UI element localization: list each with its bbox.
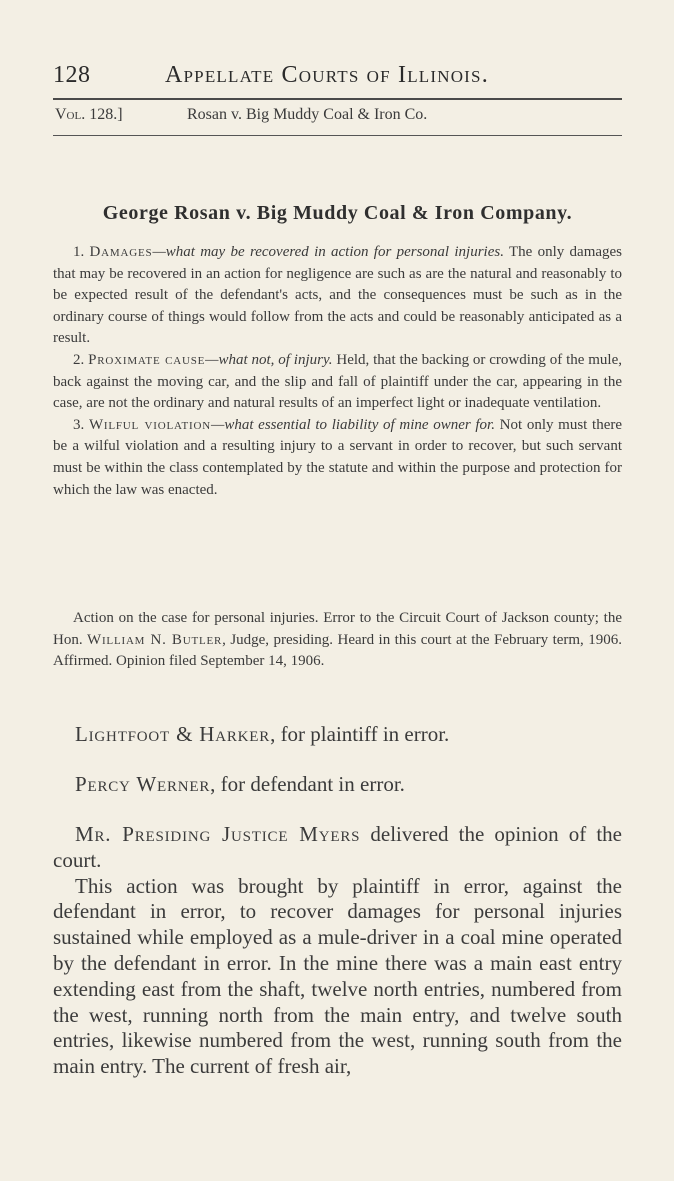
headnote — [53, 242, 622, 350]
headnote-topic: Proximate cause — [88, 351, 206, 368]
headnote-number: 2. — [73, 351, 85, 368]
counsel-names: Lightfoot & Harker — [75, 722, 271, 746]
counsel-role: , for defendant in error. — [210, 772, 405, 796]
statement-part-2: , Judge, presiding. Heard in this court at the February term, 1906. Affirmed. Opinion filed September 14, 1906. — [53, 631, 622, 670]
headnote — [53, 415, 622, 501]
volume-label: Vol. 128.] — [55, 106, 123, 123]
headnotes — [53, 242, 622, 501]
opinion-intro-text: delivered the opinion of the court. — [53, 822, 622, 872]
opinion — [53, 822, 622, 1080]
headnote-text: Held, that the backing or crowding of the mule, back against the moving car, and the slip and fall of plaintiff under the car, appearing in the case, are not the ordinary and natural results of an imperfect light or inadequate ventilation. — [53, 351, 622, 412]
headnote-subtopic: —what not, of injury. — [205, 351, 333, 368]
page-number: 128 — [53, 62, 91, 88]
running-head — [53, 62, 622, 98]
headnote-subtopic: —what may be recovered in action for personal injuries. — [152, 244, 504, 260]
counsel-role: , for plaintiff in error. — [270, 722, 450, 746]
headnote-text: The only damages that may be recovered in an action for negligence are such as are the natural and reasonably to be expected result of the defendant's acts, and the consequences must be such as in the ordinary course of things would follow from the acts and could be reasonably anticipated as a result. — [53, 244, 623, 347]
judge-name: William N. Butler — [87, 631, 223, 648]
headnote-number: 1. — [73, 244, 85, 260]
headnote-topic: Wilful violation — [88, 416, 211, 433]
case-title: George Rosan v. Big Muddy Coal & Iron Company. — [102, 202, 573, 224]
counsel-plaintiff — [75, 722, 622, 747]
headnote-text: Not only must there be a wilful violation and a resulting injury to a servant in order to recover, but such servant must be within the class contemplated by the statute and within the purpose and protection for which the law was enacted. — [53, 416, 623, 498]
statement-part-1: Action on the case for personal injuries. Error to the Circuit Court of Jackson county; the Hon. — [53, 610, 622, 648]
opinion-author: Mr. Presiding Justice Myers — [75, 822, 361, 846]
headnote-subtopic: —what essential to liability of mine owner for. — [211, 416, 495, 433]
case-short-title: Rosan v. Big Muddy Coal & Iron Co. — [187, 106, 428, 123]
headnote-number: 3. — [73, 416, 85, 433]
case-statement — [53, 608, 622, 673]
running-title: Appellate Courts of Illinois. — [165, 62, 489, 88]
header-rule — [53, 98, 622, 100]
counsel-defendant — [75, 772, 622, 797]
opinion-body: This action was brought by plaintiff in error, against the defendant in error, to recover damages for personal injuries sustained while employed as a mule-driver in a coal mine operated by the defendant in error. In the mine there was a main east entry extending east from the shaft, twelve north entries, numbered from the west, running north from the main entry, and twelve south entries, likewise numbered from the west, running south from the main entry. The current of fresh air, — [53, 873, 622, 1079]
headnote — [53, 350, 622, 415]
headnote-topic: Damages — [89, 244, 153, 260]
counsel-names: Percy Werner — [75, 772, 211, 796]
statement-paragraph — [53, 608, 622, 673]
subheader-rule — [53, 135, 622, 136]
opinion-intro — [53, 822, 622, 874]
